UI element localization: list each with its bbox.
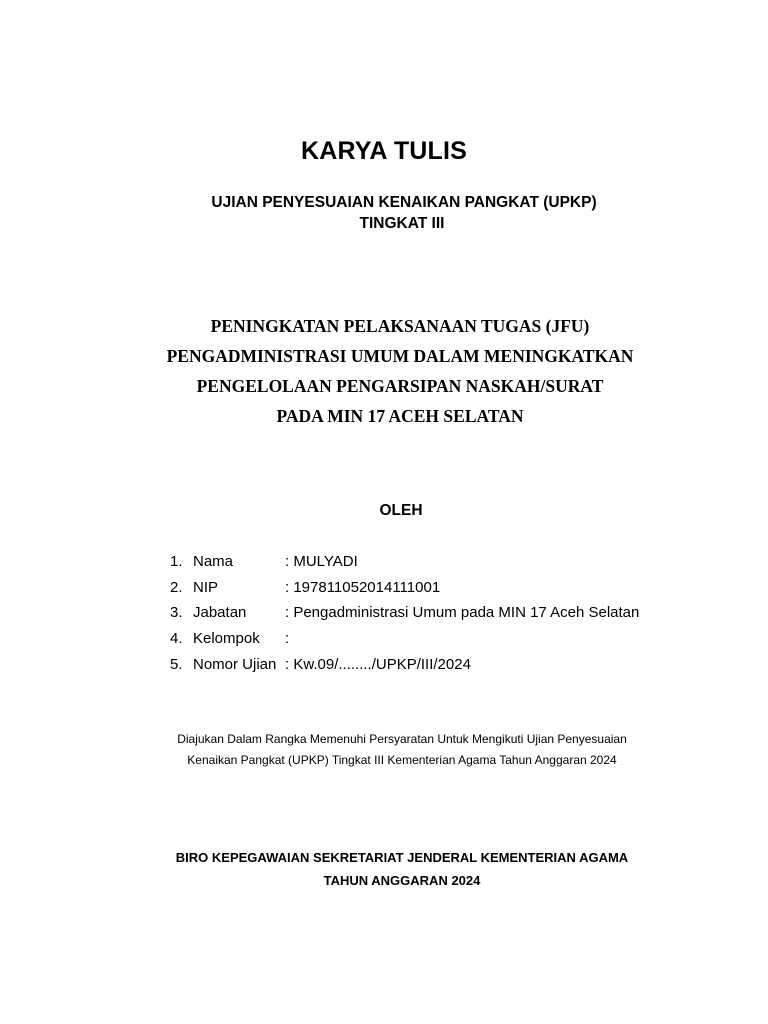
info-number: 4. — [170, 630, 183, 647]
info-label: NIP — [193, 579, 219, 596]
document-title: KARYA TULIS — [300, 137, 468, 165]
topic-line-3: PENGELOLAAN PENGARSIPAN NASKAH/SURAT — [196, 376, 604, 396]
topic-line-2: PENGADMINISTRASI UMUM DALAM MENINGKATKAN — [166, 346, 634, 366]
info-row-group — [0, 630, 768, 654]
topic-line-1: PENINGKATAN PELAKSANAAN TUGAS (JFU) — [210, 316, 590, 336]
info-label: Nomor Ujian — [193, 656, 277, 673]
submission-note-line2: Kenaikan Pangkat (UPKP) Tingkat III Kementerian Agama Tahun Anggaran 2024 — [187, 753, 617, 767]
institution-line: BIRO KEPEGAWAIAN SEKRETARIAT JENDERAL KEMENTERIAN AGAMA — [175, 850, 629, 865]
exam-subtitle-line1: UJIAN PENYESUAIAN KENAIKAN PANGKAT (UPKP) — [211, 194, 597, 211]
info-row-exam-number — [0, 656, 768, 680]
info-label: Kelompok — [193, 630, 260, 647]
info-number: 2. — [170, 579, 183, 596]
info-value: : 197811052014111001 — [285, 579, 441, 596]
fiscal-year-line: TAHUN ANGGARAN 2024 — [323, 873, 481, 888]
info-number: 5. — [170, 656, 183, 673]
info-row-position — [0, 604, 768, 628]
info-number: 1. — [170, 553, 183, 570]
by-heading: OLEH — [379, 502, 423, 519]
info-value: : Kw.09/......../UPKP/III/2024 — [285, 656, 471, 673]
exam-subtitle-line2: TINGKAT III — [359, 215, 445, 232]
topic-line-4: PADA MIN 17 ACEH SELATAN — [276, 406, 524, 426]
info-label: Nama — [193, 553, 234, 570]
info-value: : Pengadministrasi Umum pada MIN 17 Aceh Selatan — [285, 604, 640, 621]
info-row-name — [0, 553, 768, 577]
submission-note-line1: Diajukan Dalam Rangka Memenuhi Persyaratan Untuk Mengikuti Ujian Penyesuaian — [177, 732, 627, 746]
info-value: : — [285, 630, 290, 647]
info-number: 3. — [170, 604, 183, 621]
info-row-nip — [0, 579, 768, 603]
info-value: : MULYADI — [285, 553, 358, 570]
info-label: Jabatan — [193, 604, 247, 621]
